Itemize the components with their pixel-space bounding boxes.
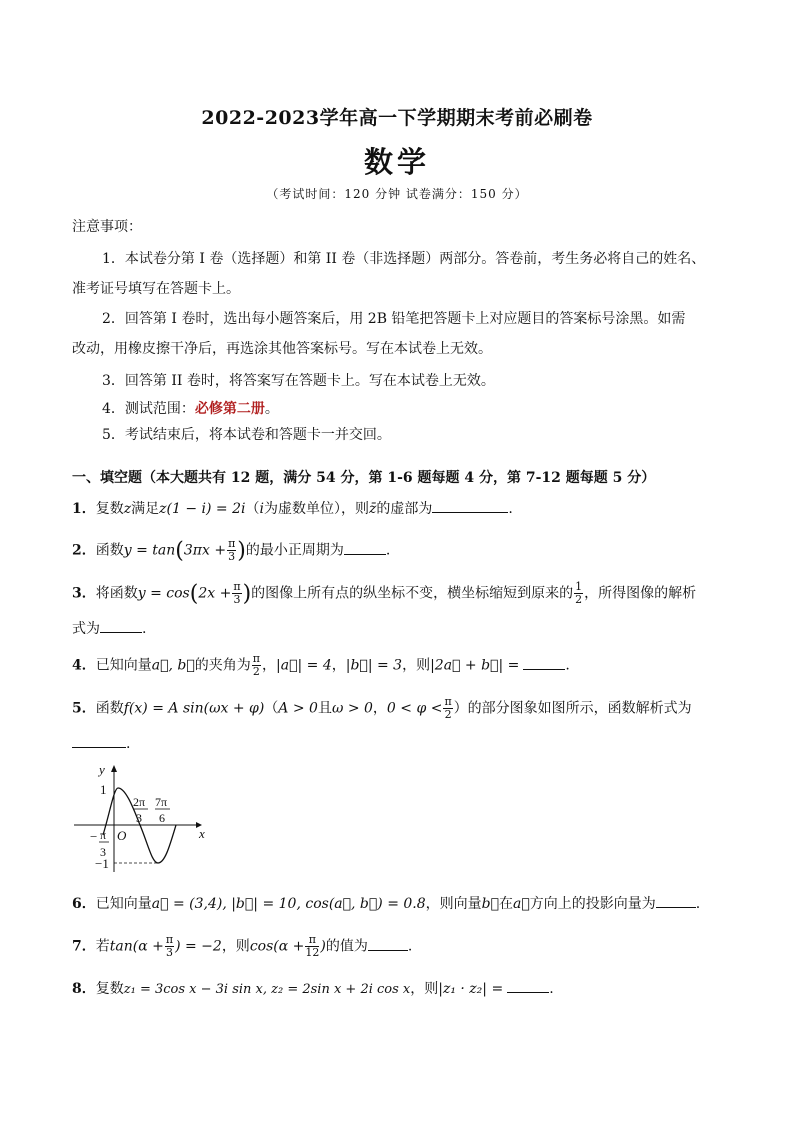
q4-text-a: 已知向量 <box>95 657 152 674</box>
q3-paren-open: ( <box>189 581 199 607</box>
q7-fraction-2: $\frac{\pi}{12}$ <box>305 933 320 959</box>
q6-expr: a⃗ = (3,4), |b⃗| = 10, cos(a⃗, b⃗) = 0.8 <box>151 896 426 912</box>
exam-info: （考试时间：120 分钟 试卷满分：150 分） <box>266 187 528 201</box>
q7-expr2-pre: cos(α + <box>249 938 305 955</box>
note-2-line1: 2．回答第 I 卷时，选出每小题答案后，用 2B 铅笔把答题卡上对应题目的答案标号涂黑。如需 <box>102 311 686 327</box>
note-1-line1: 1．本试卷分第 I 卷（选择题）和第 II 卷（非选择题）两部分。答卷前，考生务必将自己的姓名、 <box>102 251 706 267</box>
q8-number: 8． <box>72 981 96 997</box>
q2-text-a: 函数 <box>95 542 124 559</box>
q1-text-a: 复数 <box>95 501 124 517</box>
note-5 <box>72 420 732 450</box>
q7-expr1-pre: tan(α + <box>109 938 164 955</box>
q4-answer-blank[interactable] <box>523 655 565 670</box>
q5-number: 5． <box>72 700 96 717</box>
tick-7pi6-num: 7π <box>155 795 168 809</box>
q1-text-b: 满足 <box>131 501 160 517</box>
neg-pi-num: π <box>100 828 107 842</box>
q6-end: . <box>695 896 701 912</box>
neg-pi-den: 3 <box>100 845 106 859</box>
q6-text-d: 方向上的投影向量为 <box>529 896 656 912</box>
q1-number: 1． <box>72 501 96 517</box>
q5-text-c: 且 <box>317 700 332 717</box>
note-2 <box>72 304 732 364</box>
note-5-line1: 5．考试结束后，将本试卷和答题卡一并交回。 <box>102 427 391 443</box>
notes-title: 注意事项： <box>72 219 142 235</box>
section-heading: 一、填空题（本大题共有 12 题，满分 54 分，第 1-6 题每题 4 分，第 7-12 题每题 5 分） <box>72 470 656 486</box>
q1-zbar: z̄ <box>368 501 377 517</box>
q4-text-d: ， <box>331 657 346 674</box>
q5-cond-omega: ω > 0 <box>331 700 373 717</box>
question-3-line2 <box>72 618 732 640</box>
q5-expr: f(x) = A sin(ωx + φ) <box>123 700 265 717</box>
q3-expr-in: 2x + <box>198 585 232 602</box>
q7-number: 7． <box>72 938 96 955</box>
y-axis-label: y <box>99 762 105 777</box>
q2-paren-close: ) <box>237 538 246 564</box>
y-axis-arrow-icon <box>111 765 117 772</box>
q7-text-b: ，则 <box>221 938 250 955</box>
q5-phi-fraction: $\frac{\pi}{2}$ <box>444 695 452 721</box>
q8-text-a: 复数 <box>95 981 124 997</box>
q8-answer-blank[interactable] <box>507 978 549 993</box>
q5-text-b: （ <box>264 700 279 717</box>
y-max-label: 1 <box>100 782 107 797</box>
q6-text-b: ，则向量 <box>425 896 482 912</box>
note-3 <box>72 366 732 396</box>
q8-expr: z₁ = 3cos x − 3i sin x, z₂ = 2sin x + 2i cos x <box>123 982 411 997</box>
q1-end: . <box>508 501 513 517</box>
q2-number: 2． <box>72 542 96 559</box>
q7-fraction-1: $\frac{\pi}{3}$ <box>165 933 174 959</box>
tick-2pi3-den: 3 <box>136 811 142 825</box>
question-5-line2 <box>72 733 732 755</box>
q4-text-b: 的夹角为 <box>194 657 251 674</box>
q4-text-e: ，则 <box>402 657 431 674</box>
neg-sign: − <box>90 829 98 844</box>
x-axis-label: x <box>199 826 205 841</box>
test-scope: 必修第二册 <box>194 401 265 417</box>
question-8 <box>72 978 732 1001</box>
q7-text-c: 的值为 <box>325 938 368 955</box>
q5-text-a: 函数 <box>95 700 124 717</box>
q1-answer-blank[interactable] <box>432 498 508 513</box>
q5-text-d: ， <box>372 700 387 717</box>
q1-expr: z(1 − i) = 2i <box>159 501 246 517</box>
q4-expr: |2a⃗ + b⃗| = <box>430 657 520 674</box>
q4-end: . <box>565 657 570 674</box>
q7-answer-blank[interactable] <box>368 936 408 951</box>
q1-z: z <box>123 501 132 517</box>
note-1 <box>72 244 732 304</box>
question-3 <box>72 581 732 606</box>
q8-text-b: ，则 <box>410 981 439 997</box>
q4-mag-b: |b⃗| = 3 <box>345 657 403 674</box>
subject-title: 数学 <box>363 145 430 179</box>
q6-text-c: 在 <box>499 896 514 912</box>
q5-cond-phi: 0 < φ < <box>386 700 443 717</box>
q3-number: 3． <box>72 585 96 602</box>
q6-answer-blank[interactable] <box>656 893 696 908</box>
sine-graph <box>70 760 210 878</box>
note-4-suffix: 。 <box>264 401 279 417</box>
q7-expr1-post: ) = −2 <box>175 938 222 955</box>
exam-title: 2022-2023学年高一下学期期末考前必刷卷 <box>201 107 593 129</box>
q3-end: . <box>142 621 147 637</box>
q3-text-a: 将函数 <box>95 585 138 602</box>
question-4 <box>72 653 732 678</box>
q7-expr2-post: ) <box>320 938 326 955</box>
note-4-prefix: 4．测试范围： <box>102 401 195 417</box>
question-5 <box>72 696 732 721</box>
q8-expr2: |z₁ · z₂| = <box>438 981 504 997</box>
q7-text-a: 若 <box>95 938 110 955</box>
origin-label: O <box>117 828 127 843</box>
note-2-line2: 改动，用橡皮擦干净后，再选涂其他答案标号。写在本试卷上无效。 <box>72 341 492 357</box>
q5-text-e: ）的部分图象如图所示，函数解析式为 <box>453 700 692 717</box>
q3-answer-blank[interactable] <box>100 618 142 633</box>
q2-paren-open: ( <box>175 538 184 564</box>
question-1 <box>72 498 732 520</box>
tick-7pi6-den: 6 <box>159 811 165 825</box>
q2-expr-pre: y = tan <box>123 542 176 559</box>
q3-expr-pre: y = cos <box>137 585 190 602</box>
q6-vec-b: b⃗ <box>481 896 500 912</box>
q1-text-c: （ <box>245 501 260 517</box>
q2-text-b: 的最小正周期为 <box>245 542 344 559</box>
q3-text-b: 的图像上所有点的纵坐标不变，横坐标缩短到原来的 <box>251 585 574 602</box>
q3-text-c: ，所得图像的解析 <box>584 585 697 602</box>
q3-paren-close: ) <box>242 581 252 607</box>
q3-line2: 式为 <box>72 621 100 637</box>
note-3-line1: 3．回答第 II 卷时，将答案写在答题卡上。写在本试卷上无效。 <box>102 373 495 389</box>
q5-answer-blank[interactable] <box>72 733 126 748</box>
q2-end: . <box>385 542 391 559</box>
q8-end: . <box>549 981 554 997</box>
q7-end: . <box>407 938 413 955</box>
q4-text-c: ， <box>262 657 276 674</box>
q4-mag-a: |a⃗| = 4 <box>276 657 332 674</box>
question-6 <box>72 893 732 915</box>
tick-2pi3-num: 2π <box>133 795 146 809</box>
q1-text-d: 为虚数单位），则 <box>263 501 369 517</box>
q3-fraction: $\frac{\pi}{3}$ <box>233 580 241 606</box>
q6-text-a: 已知向量 <box>95 896 152 912</box>
q6-number: 6． <box>72 896 96 912</box>
q1-text-e: 的虚部为 <box>376 501 433 517</box>
y-min-label: −1 <box>95 856 109 871</box>
q5-end: . <box>126 736 131 752</box>
q2-expr-in: 3πx + <box>183 542 227 559</box>
q3-half-fraction: $\frac{1}{2}$ <box>575 580 583 606</box>
q2-fraction: $\frac{\pi}{3}$ <box>228 537 236 563</box>
q4-angle-fraction: $\frac{\pi}{2}$ <box>252 652 260 678</box>
note-1-line2: 准考证号填写在答题卡上。 <box>72 281 240 297</box>
q1-i: i <box>259 501 264 517</box>
question-2 <box>72 538 732 563</box>
q5-cond-a: A > 0 <box>278 700 318 717</box>
q2-answer-blank[interactable] <box>344 540 386 555</box>
q6-vec-a: a⃗ <box>513 896 530 912</box>
question-7 <box>72 934 732 959</box>
q4-number: 4． <box>72 657 96 674</box>
q4-vectors: a⃗, b⃗ <box>151 657 195 674</box>
